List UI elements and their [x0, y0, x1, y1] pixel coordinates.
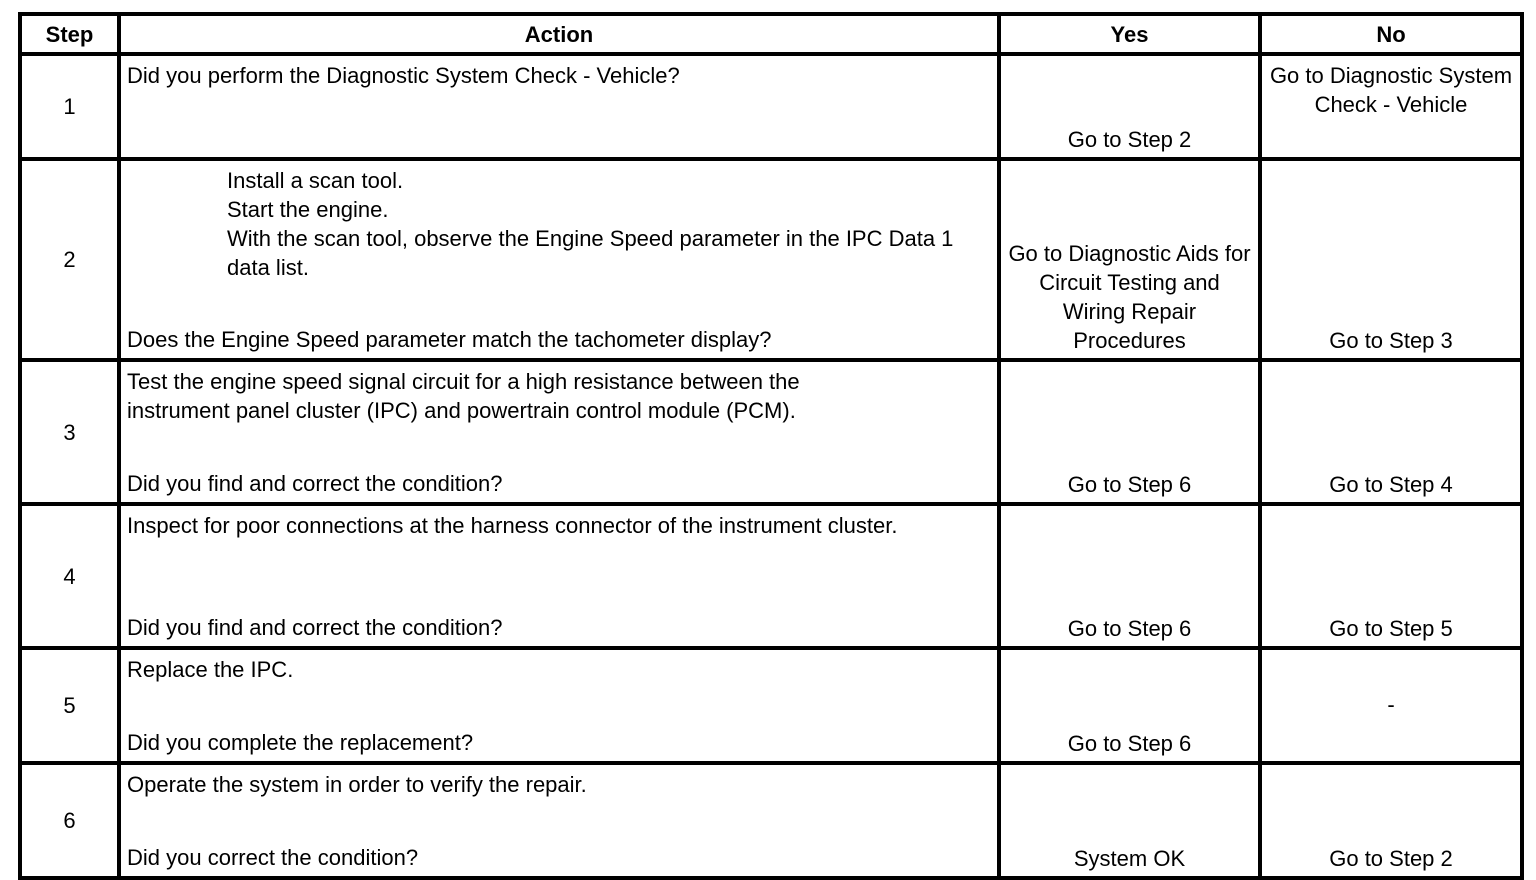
- action-question: Did you find and correct the condition?: [127, 615, 503, 640]
- no-cell: -: [1260, 648, 1522, 763]
- yes-cell: System OK: [999, 763, 1260, 878]
- action-cell: [119, 159, 999, 360]
- action-cell: [119, 648, 999, 763]
- action-substep: Install a scan tool.: [227, 168, 404, 193]
- action-cell: [119, 504, 999, 648]
- no-cell: Go to Step 4: [1260, 360, 1522, 504]
- table-row: [20, 648, 1522, 763]
- yes-cell: Go to Step 6: [999, 360, 1260, 504]
- header-row: [20, 14, 1522, 54]
- action-substep: Start the engine.: [227, 197, 389, 222]
- table-row: [20, 360, 1522, 504]
- yes-cell: Go to Diagnostic Aids for Circuit Testing and Wiring Repair Procedures: [999, 159, 1260, 360]
- yes-cell: Go to Step 6: [999, 648, 1260, 763]
- action-text: Did you perform the Diagnostic System Check - Vehicle?: [127, 63, 680, 88]
- action-text: Inspect for poor connections at the harness connector of the instrument cluster.: [127, 513, 898, 538]
- header-action: Action: [119, 14, 999, 54]
- action-text: Test the engine speed signal circuit for a high resistance between the instrument panel cluster (IPC) and powertrain control module (PCM).: [127, 369, 800, 423]
- yes-cell: Go to Step 2: [999, 54, 1260, 159]
- step-number: 5: [20, 648, 119, 763]
- step-number: 3: [20, 360, 119, 504]
- header-step: Step: [20, 14, 119, 54]
- table-row: [20, 159, 1522, 360]
- table-row: [20, 763, 1522, 878]
- action-question: Did you complete the replacement?: [127, 730, 474, 755]
- diagnostic-table-container: [18, 12, 1520, 880]
- action-substep: With the scan tool, observe the Engine Speed parameter in the IPC Data 1 data list.: [227, 226, 954, 280]
- action-cell: [119, 360, 999, 504]
- no-cell: Go to Diagnostic System Check - Vehicle: [1260, 54, 1522, 159]
- action-cell: [119, 763, 999, 878]
- action-cell: [119, 54, 999, 159]
- diagnostic-table: [18, 12, 1524, 880]
- no-cell: Go to Step 3: [1260, 159, 1522, 360]
- step-number: 6: [20, 763, 119, 878]
- header-no: No: [1260, 14, 1522, 54]
- no-cell: Go to Step 2: [1260, 763, 1522, 878]
- action-text: Operate the system in order to verify the repair.: [127, 772, 587, 797]
- action-text: Replace the IPC.: [127, 657, 294, 682]
- no-cell: Go to Step 5: [1260, 504, 1522, 648]
- step-number: 2: [20, 159, 119, 360]
- action-question: Did you correct the condition?: [127, 845, 419, 870]
- yes-cell: Go to Step 6: [999, 504, 1260, 648]
- action-question: Does the Engine Speed parameter match the tachometer display?: [127, 327, 772, 352]
- action-question: Did you find and correct the condition?: [127, 471, 503, 496]
- header-yes: Yes: [999, 14, 1260, 54]
- table-row: [20, 504, 1522, 648]
- table-row: [20, 54, 1522, 159]
- step-number: 1: [20, 54, 119, 159]
- step-number: 4: [20, 504, 119, 648]
